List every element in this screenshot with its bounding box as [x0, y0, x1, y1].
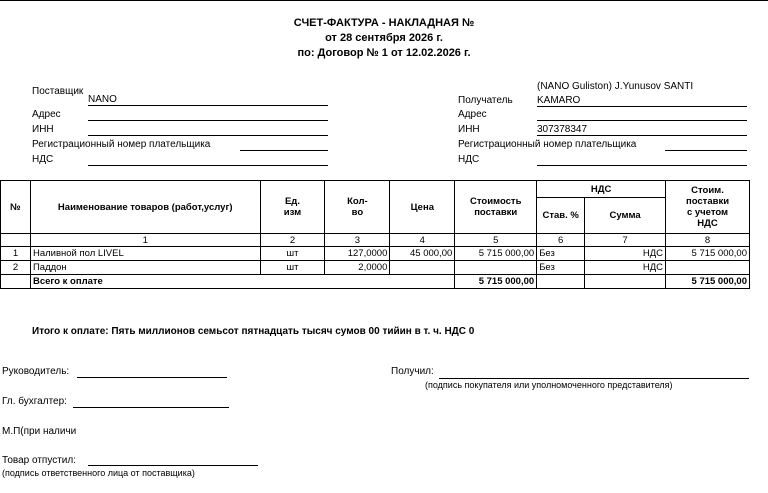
released-label: Товар отпустил:	[2, 455, 76, 466]
supplier-name-line	[88, 105, 328, 106]
supplier-address-label: Адрес	[32, 109, 61, 120]
row-price: 45 000,00	[390, 247, 455, 261]
row-unit: шт	[260, 261, 325, 275]
recipient-name-line	[537, 106, 747, 107]
col-number: 5	[455, 234, 537, 247]
row-name: Паддон	[30, 261, 260, 275]
col-number: 3	[325, 234, 390, 247]
total-empty	[537, 275, 585, 289]
row-cost: 5 715 000,00	[455, 247, 537, 261]
header-no: №	[1, 181, 31, 234]
total-row	[1, 275, 750, 289]
supplier-reg-line	[240, 150, 328, 151]
header-price: Цена	[390, 181, 455, 234]
total-label: Всего к оплате	[30, 275, 454, 289]
invoice-date: от 28 сентября 2026 г.	[325, 32, 443, 44]
col-number	[1, 234, 31, 247]
row-vat-rate: Без	[537, 261, 585, 275]
header-total: Стоим. поставки с учетом НДС	[666, 181, 750, 234]
director-line	[77, 377, 227, 378]
total-sum: 5 715 000,00	[666, 275, 750, 289]
col-number: 8	[666, 234, 750, 247]
header-unit: Ед. изм	[260, 181, 325, 234]
recipient-inn: 307378347	[537, 124, 588, 135]
director-label: Руководитель:	[2, 366, 70, 377]
total-cost: 5 715 000,00	[455, 275, 537, 289]
recipient-label: Получатель	[458, 95, 513, 106]
recipient-name-line1: (NANO Guliston) J.Yunusov SANTI	[537, 81, 694, 92]
total-empty	[585, 275, 666, 289]
table-row	[1, 261, 750, 275]
supplier-inn-label: ИНН	[32, 124, 54, 135]
col-number: 1	[30, 234, 260, 247]
recipient-vat-label: НДС	[458, 154, 480, 165]
col-number: 4	[390, 234, 455, 247]
header-vat-rate: Став. %	[537, 198, 585, 234]
row-total: 5 715 000,00	[666, 247, 750, 261]
stamp-label: М.П(при наличи	[2, 426, 77, 437]
column-numbers-row	[1, 234, 750, 247]
row-price	[390, 261, 455, 275]
row-no: 2	[1, 261, 31, 275]
col-number: 2	[260, 234, 325, 247]
recipient-inn-label: ИНН	[458, 124, 480, 135]
row-unit: шт	[260, 247, 325, 261]
supplier-address-line	[88, 120, 328, 121]
col-number: 6	[537, 234, 585, 247]
header-vat: НДС	[537, 181, 666, 198]
accountant-label: Гл. бухгалтер:	[2, 396, 67, 407]
received-line	[439, 378, 749, 379]
recipient-name-line2: KAMARO	[537, 95, 581, 106]
header-cost: Стоимость поставки	[455, 181, 537, 234]
table-row	[1, 247, 750, 261]
header-vat-sum: Сумма	[585, 198, 666, 234]
supplier-vat-line	[88, 165, 328, 166]
total-empty	[1, 275, 31, 289]
row-no: 1	[1, 247, 31, 261]
row-qty: 127,0000	[325, 247, 390, 261]
invoice-title: СЧЕТ-ФАКТУРА - НАКЛАДНАЯ №	[293, 17, 475, 29]
received-caption: (подпись покупателя или уполномоченного представителя)	[425, 380, 673, 390]
received-label: Получил:	[391, 366, 434, 377]
row-qty: 2,0000	[325, 261, 390, 275]
top-border	[0, 0, 768, 1]
recipient-inn-line	[537, 135, 747, 136]
row-name: Наливной пол LIVEL	[30, 247, 260, 261]
supplier-label: Поставщик	[32, 86, 84, 97]
released-line	[88, 465, 258, 466]
recipient-address-label: Адрес	[458, 109, 487, 120]
recipient-reg-label: Регистрационный номер плательщика	[458, 139, 637, 150]
summary-text: Итого к оплате: Пять миллионов семьсот пятнадцать тысяч сумов 00 тийин в т. ч. НДС 0	[32, 326, 475, 337]
row-cost	[455, 261, 537, 275]
released-caption: (подпись ответственного лица от поставщика)	[2, 468, 195, 478]
row-total	[666, 261, 750, 275]
accountant-line	[73, 407, 229, 408]
supplier-inn-line	[88, 135, 328, 136]
row-vat-sum: НДС	[585, 261, 666, 275]
recipient-reg-line	[665, 150, 747, 151]
row-vat-sum: НДС	[585, 247, 666, 261]
col-number: 7	[585, 234, 666, 247]
supplier-vat-label: НДС	[32, 154, 54, 165]
supplier-name: NANO	[88, 94, 117, 105]
header-qty: Кол- во	[325, 181, 390, 234]
supplier-reg-label: Регистрационный номер плательщика	[32, 139, 211, 150]
recipient-address-line	[537, 120, 747, 121]
items-table	[0, 180, 750, 289]
invoice-contract: по: Договор № 1 от 12.02.2026 г.	[297, 47, 471, 59]
row-vat-rate: Без	[537, 247, 585, 261]
recipient-vat-line	[537, 165, 747, 166]
header-name: Наименование товаров (работ,услуг)	[30, 181, 260, 234]
